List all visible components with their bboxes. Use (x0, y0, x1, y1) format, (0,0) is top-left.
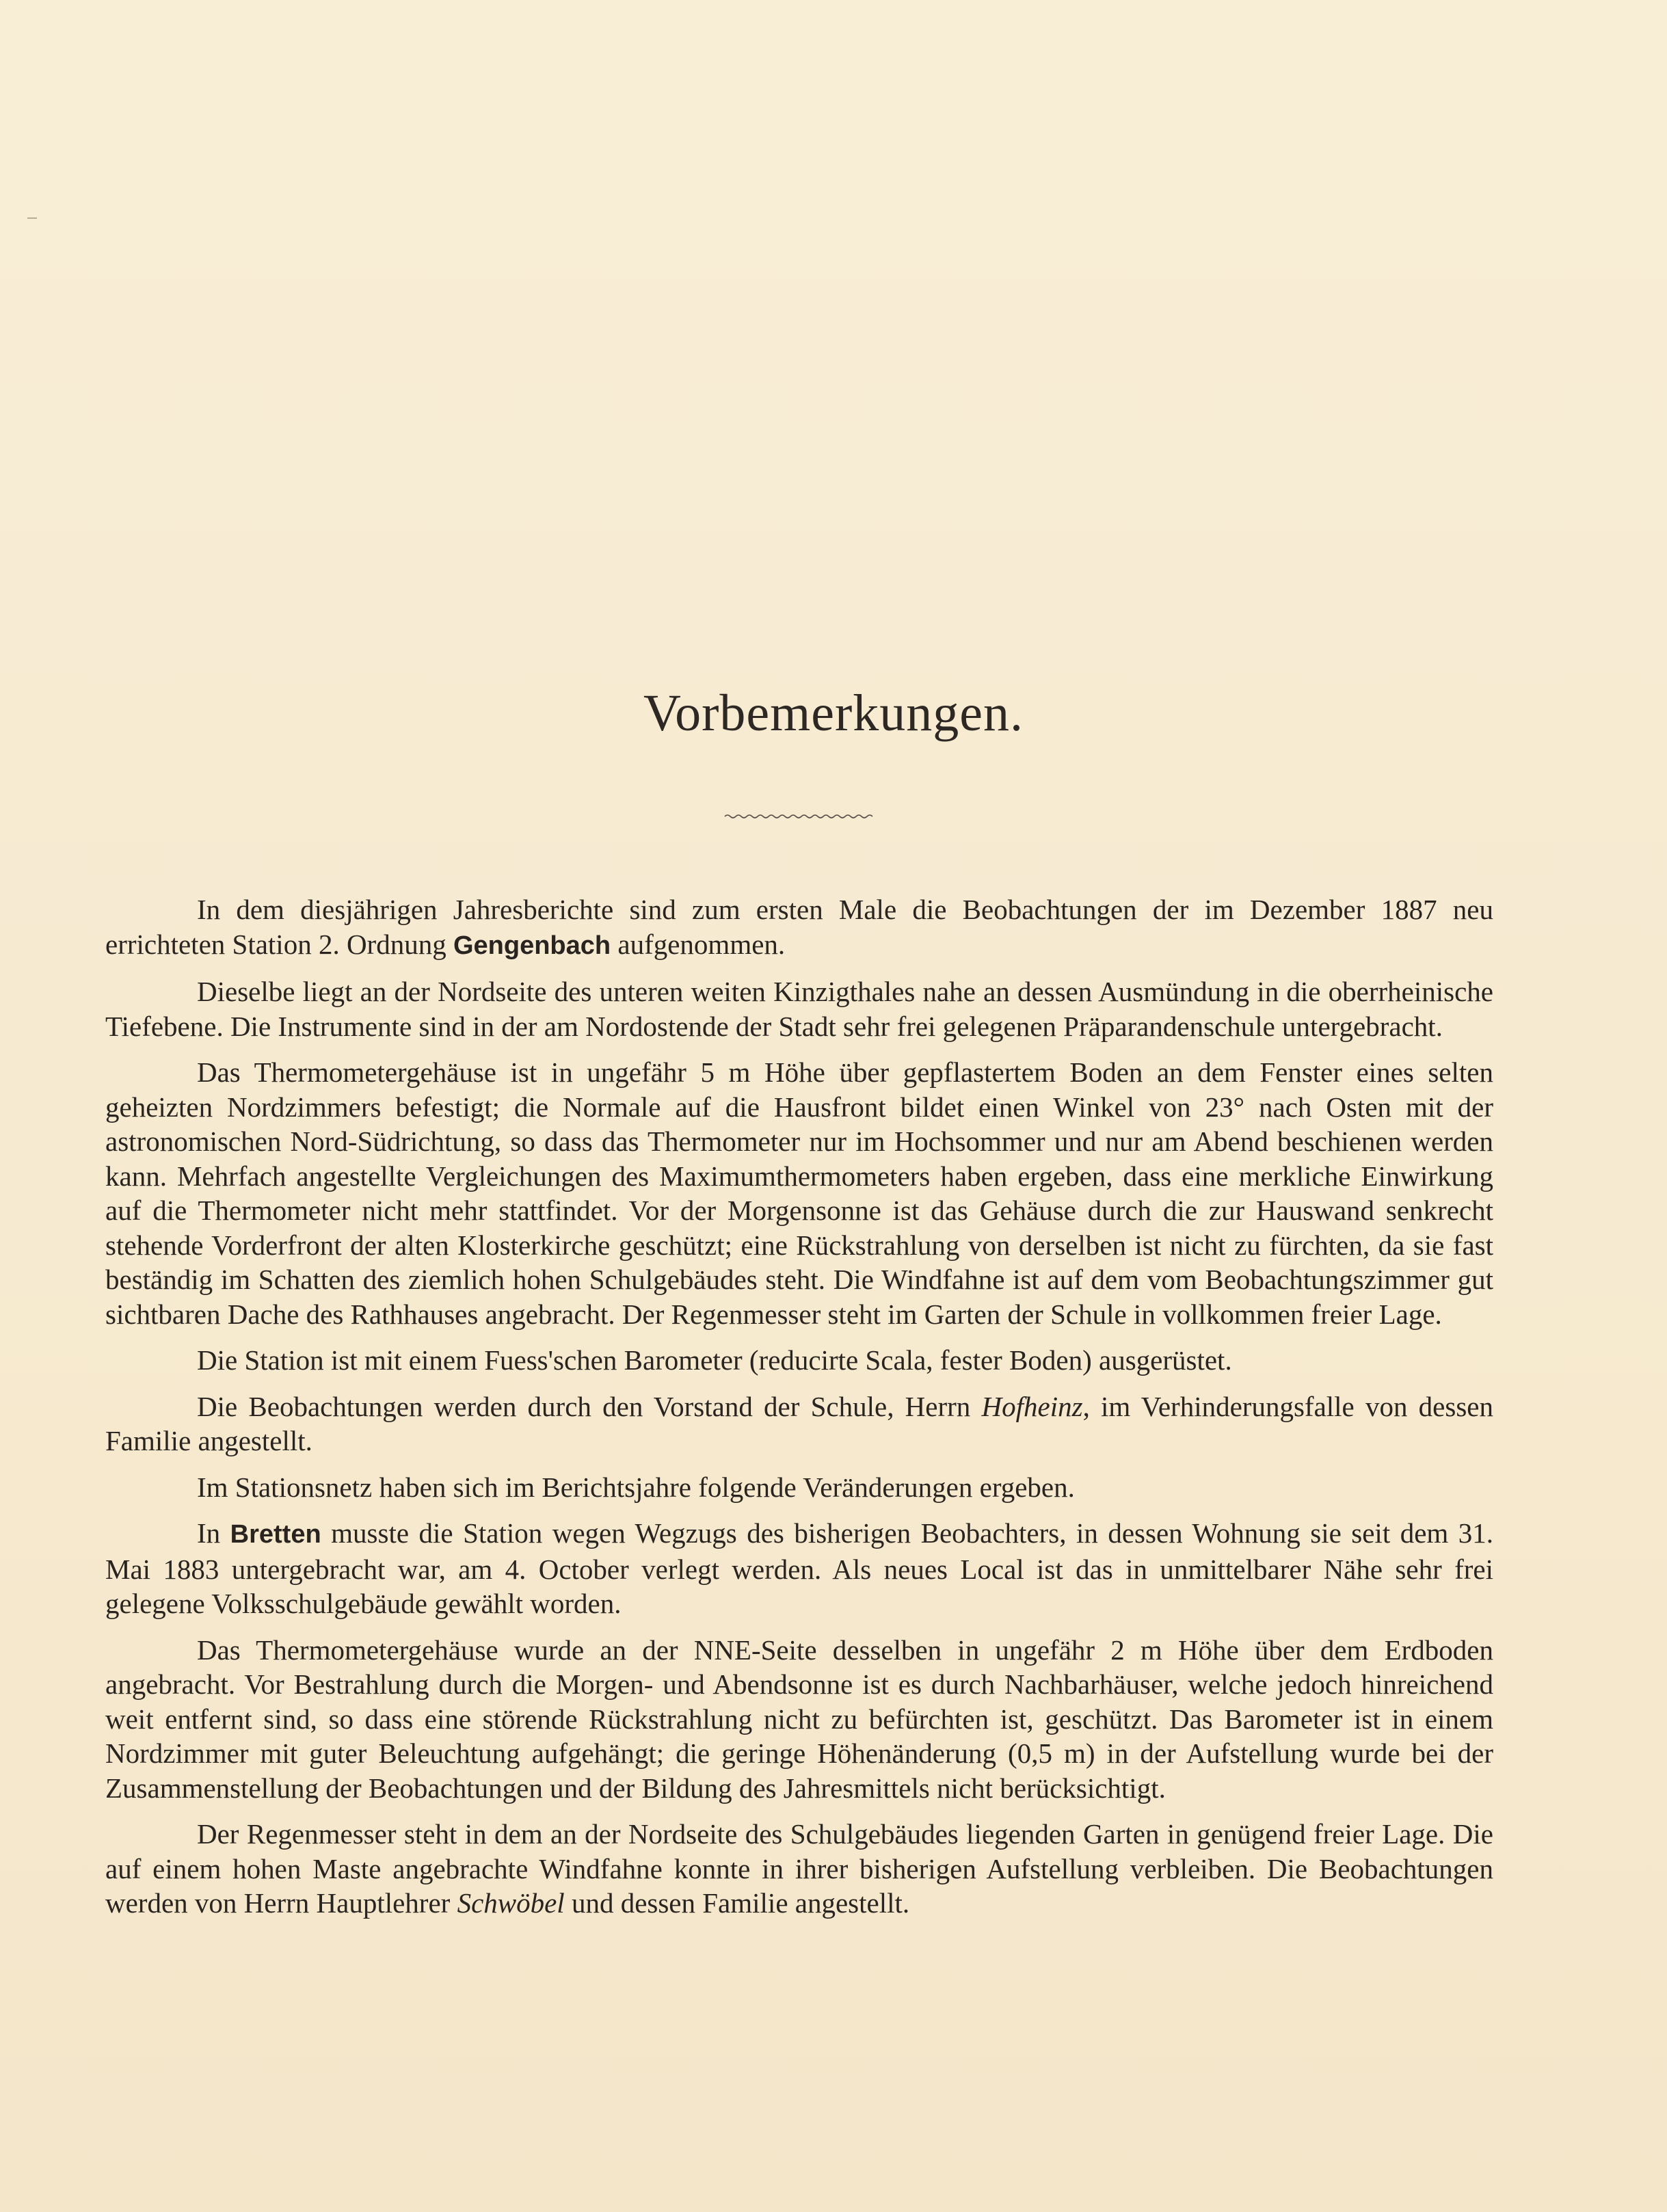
body-text (105, 892, 1493, 1932)
paragraph-text: Dieselbe liegt an der Nordseite des unteren weiten Kinzigthales nahe an dessen Ausmündung in die oberrheinische Tiefebene. Die Instrumente sind in der am Nordostende der Stadt sehr frei gelegenen Präparandenschule untergebracht. (105, 976, 1493, 1042)
paragraph-text: , im Verhinderungsfalle von dessen Familie angestellt. (105, 1390, 1493, 1456)
paragraph-text: Der Regenmesser steht in dem an der Nordseite des Schulgebäudes liegenden Garten in genügend freier Lage. Die auf einem hohen Maste angebrachte Windfahne konnte in ihrer bisherigen Aufstellung verbleiben. Die Beobachtungen werden von Herrn Hauptlehrer (105, 1818, 1493, 1919)
title-ornament-divider (723, 812, 875, 821)
paragraph-text: musste die Station wegen Wegzugs des bisherigen Beobachters, in dessen Wohnung sie seit dem 31. Mai 1883 untergebracht war, am 4. October verlegt werden. Als neues Local ist das in unmittelbarer Nähe sehr frei gelegene Volksschulgebäude gewählt worden. (105, 1517, 1494, 1619)
paragraph-text: Die Station ist mit einem Fuess'schen Barometer (reducirte Scala, fester Boden) ausgerüstet. (197, 1344, 1232, 1376)
paragraph-text: aufgenommen. (611, 928, 786, 960)
paragraph (105, 1817, 1493, 1921)
paragraph (105, 1516, 1493, 1621)
paragraph-text: In dem diesjährigen Jahresberichte sind zum ersten Male die Beobachtungen der im Dezember 1887 neu errichteten Station 2. Ordnung (105, 894, 1493, 960)
person-name-schwoebel: Schwöbel (457, 1887, 565, 1919)
paragraph-text: Das Thermometergehäuse wurde an der NNE-Seite desselben in ungefähr 2 m Höhe über dem Erdboden angebracht. Vor Bestrahlung durch die Morgen- und Abendsonne ist es durch Nachbarhäuser, welche jedoch hinreichend weit entfernt sind, so dass eine störende Rückstrahlung nicht zu befürchten ist, geschützt. Das Barometer ist in einem Nordzimmer mit guter Beleuchtung aufgehängt; die geringe Höhenänderung (0,5 m) in der Aufstellung wurde bei der Zusammenstellung der Beobachtungen und der Bildung des Jahresmittels nicht berücksichtigt. (105, 1634, 1493, 1804)
page-title: Vorbemerkungen. (643, 684, 1024, 742)
paragraph (105, 1055, 1493, 1331)
paragraph-text: Im Stationsnetz haben sich im Berichtsjahre folgende Veränderungen ergeben. (197, 1471, 1075, 1503)
person-name-hofheinz: Hofheinz (981, 1390, 1083, 1422)
paragraph (105, 892, 1493, 963)
paragraph-text: In (197, 1517, 230, 1549)
station-name-bretten: Bretten (230, 1520, 321, 1549)
paragraph (105, 1470, 1493, 1505)
paragraph (105, 1343, 1493, 1378)
paragraph-text: Die Beobachtungen werden durch den Vorstand der Schule, Herrn (197, 1390, 982, 1422)
paragraph-text: und dessen Familie angestellt. (564, 1887, 910, 1919)
paragraph (105, 1633, 1493, 1806)
station-name-gengenbach: Gengenbach (453, 931, 611, 960)
paragraph (105, 1389, 1493, 1458)
page-edge-mark (27, 217, 37, 219)
paragraph-text: Das Thermometergehäuse ist in ungefähr 5 m Höhe über gepflastertem Boden an dem Fenster eines selten geheizten Nordzimmers befestigt; die Normale auf die Hausfront bildet einen Winkel von 23° nach Osten mit der astronomischen Nord-Südrichtung, so dass das Thermometer nur im Hochsommer und nur am Abend beschienen werden kann. Mehrfach angestellte Vergleichungen des Maximumthermometers haben ergeben, dass eine merkliche Einwirkung auf die Thermometer nicht mehr stattfindet. Vor der Morgensonne ist das Gehäuse durch die zur Hauswand senkrecht stehende Vorderfront der alten Klosterkirche geschützt; eine Rückstrahlung von derselben ist nicht zu fürchten, da sie fast beständig im Schatten des ziemlich hohen Schulgebäudes steht. Die Windfahne ist auf dem vom Beobachtungszimmer gut sichtbaren Dache des Rathhauses angebracht. Der Regenmesser steht im Garten der Schule in vollkommen freier Lage. (105, 1056, 1493, 1330)
paragraph (105, 974, 1493, 1043)
